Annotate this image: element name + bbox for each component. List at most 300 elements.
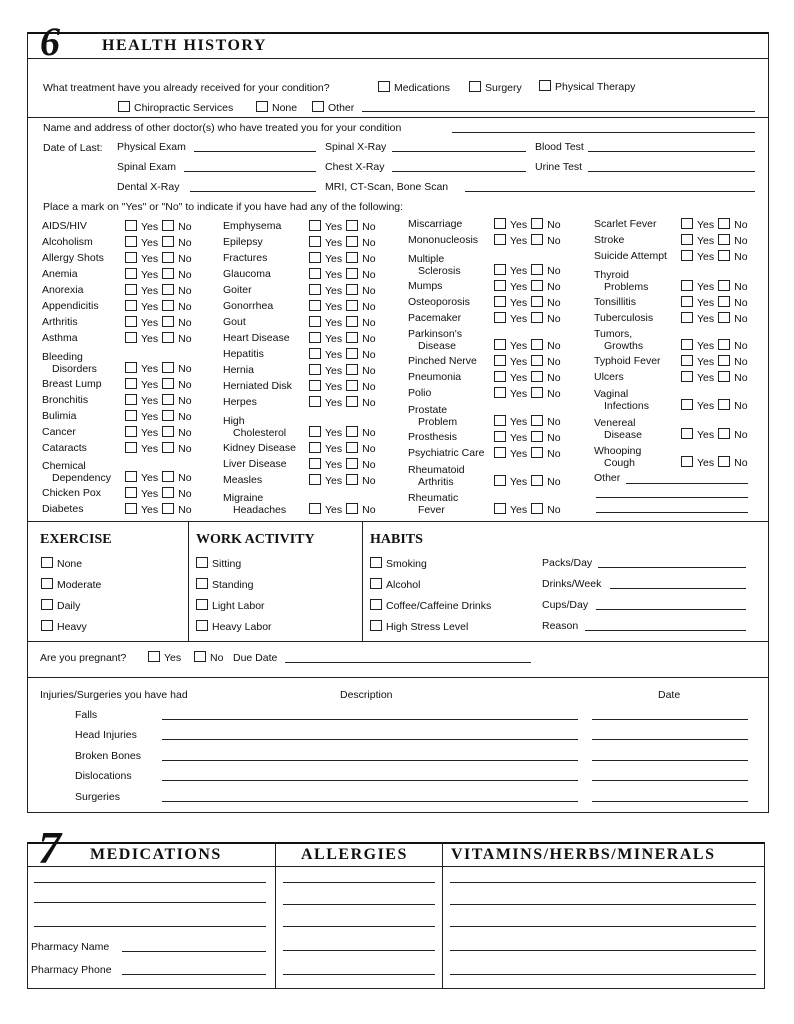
no-checkbox[interactable] — [162, 362, 174, 373]
work-light-labor[interactable] — [196, 599, 265, 612]
no-checkbox[interactable] — [346, 426, 358, 437]
yes-checkbox[interactable] — [309, 458, 321, 469]
no-checkbox[interactable] — [531, 355, 543, 366]
yes-label: Yes — [325, 301, 343, 313]
checkbox[interactable] — [118, 101, 130, 112]
yes-checkbox[interactable] — [494, 280, 506, 291]
yes-checkbox[interactable] — [125, 442, 137, 453]
yes-checkbox[interactable] — [309, 503, 321, 514]
no-label: No — [178, 285, 192, 297]
yes-label: Yes — [325, 475, 343, 487]
yes-checkbox[interactable] — [309, 426, 321, 437]
yes-checkbox[interactable] — [681, 339, 693, 350]
option-label: Coffee/Caffeine Drinks — [386, 600, 492, 612]
checkbox[interactable] — [370, 557, 382, 568]
yes-checkbox[interactable] — [309, 348, 321, 359]
no-checkbox[interactable] — [346, 442, 358, 453]
yes-checkbox[interactable] — [309, 252, 321, 263]
yes-label: Yes — [325, 397, 343, 409]
exercise-none[interactable] — [41, 557, 82, 570]
exercise-moderate[interactable] — [41, 578, 101, 591]
no-label: No — [734, 251, 748, 263]
injury-date-field[interactable] — [592, 760, 748, 761]
yes-no-pair — [494, 218, 561, 231]
no-checkbox[interactable] — [346, 380, 358, 391]
condition-label: Emphysema — [223, 220, 282, 232]
spinal-exam-field[interactable] — [184, 171, 316, 172]
yes-checkbox[interactable] — [309, 316, 321, 327]
allergies-title: ALLERGIES — [301, 846, 408, 863]
yes-label: Yes — [141, 269, 159, 281]
no-checkbox[interactable] — [718, 234, 730, 245]
no-checkbox[interactable] — [718, 250, 730, 261]
no-checkbox[interactable] — [531, 234, 543, 245]
yes-checkbox[interactable] — [125, 316, 137, 327]
no-checkbox[interactable] — [346, 474, 358, 485]
no-checkbox[interactable] — [718, 312, 730, 323]
yes-checkbox[interactable] — [494, 447, 506, 458]
yes-label: Yes — [697, 429, 715, 441]
no-label: No — [734, 313, 748, 325]
checkbox[interactable] — [196, 557, 208, 568]
yes-label: Yes — [325, 349, 343, 361]
condition-label: Stroke — [594, 234, 625, 246]
no-label: No — [362, 333, 376, 345]
yes-checkbox[interactable] — [494, 503, 506, 514]
injury-description-field[interactable] — [162, 801, 578, 802]
exercise-daily[interactable] — [41, 599, 80, 612]
cups-day-label: Cups/Day — [542, 599, 589, 611]
physical-exam-field[interactable] — [194, 151, 316, 152]
no-checkbox[interactable] — [531, 503, 543, 514]
no-checkbox[interactable] — [346, 300, 358, 311]
checkbox[interactable] — [196, 599, 208, 610]
yes-label: Yes — [510, 432, 528, 444]
no-checkbox[interactable] — [162, 268, 174, 279]
condition-label: Breast Lump — [42, 378, 102, 390]
yes-checkbox[interactable] — [494, 234, 506, 245]
yes-label: Yes — [510, 235, 528, 247]
no-checkbox[interactable] — [162, 471, 174, 482]
habit-alcohol[interactable] — [370, 578, 420, 591]
no-label: No — [362, 459, 376, 471]
habit-stress[interactable] — [370, 620, 468, 633]
yes-checkbox[interactable] — [309, 332, 321, 343]
injury-description-field[interactable] — [162, 780, 578, 781]
yes-label: Yes — [697, 372, 715, 384]
no-checkbox[interactable] — [531, 431, 543, 442]
yes-no-pair — [125, 332, 192, 345]
condition-label: Gonorrhea — [223, 300, 274, 312]
no-checkbox[interactable] — [718, 339, 730, 350]
yes-no-pair — [494, 431, 561, 444]
yes-checkbox[interactable] — [681, 399, 693, 410]
medication-field[interactable] — [34, 926, 266, 927]
checkbox[interactable] — [256, 101, 268, 112]
no-checkbox[interactable] — [162, 220, 174, 231]
no-label: No — [547, 297, 561, 309]
option-label: Light Labor — [212, 600, 265, 612]
treatment-surgery[interactable] — [469, 81, 522, 94]
yes-checkbox[interactable] — [125, 268, 137, 279]
allergy-field[interactable] — [283, 974, 435, 975]
yes-label: Yes — [141, 221, 159, 233]
no-checkbox[interactable] — [346, 220, 358, 231]
no-checkbox[interactable] — [162, 442, 174, 453]
treatment-physical-therapy[interactable] — [539, 80, 635, 93]
yes-checkbox[interactable] — [494, 355, 506, 366]
yes-checkbox[interactable] — [309, 300, 321, 311]
no-checkbox[interactable] — [718, 456, 730, 467]
no-checkbox[interactable] — [531, 475, 543, 486]
no-checkbox[interactable] — [162, 503, 174, 514]
no-checkbox[interactable] — [531, 312, 543, 323]
no-checkbox[interactable] — [162, 252, 174, 263]
yes-no-pair — [309, 220, 376, 233]
yes-checkbox[interactable] — [309, 380, 321, 391]
yes-checkbox[interactable] — [494, 387, 506, 398]
yes-checkbox[interactable] — [309, 442, 321, 453]
yes-checkbox[interactable] — [681, 428, 693, 439]
no-label: No — [547, 235, 561, 247]
injury-date-field[interactable] — [592, 780, 748, 781]
yes-checkbox[interactable] — [681, 234, 693, 245]
yes-checkbox[interactable] — [494, 339, 506, 350]
drinks-week-field[interactable] — [610, 588, 746, 589]
yes-checkbox[interactable] — [309, 236, 321, 247]
yes-checkbox[interactable] — [681, 250, 693, 261]
no-checkbox[interactable] — [718, 428, 730, 439]
checkbox[interactable] — [41, 578, 53, 589]
medication-field[interactable] — [34, 882, 266, 883]
yes-checkbox[interactable] — [125, 487, 137, 498]
no-checkbox[interactable] — [531, 264, 543, 275]
no-checkbox[interactable] — [531, 280, 543, 291]
condition-label: Arthritis — [42, 316, 78, 328]
no-checkbox[interactable] — [718, 280, 730, 291]
no-checkbox[interactable] — [346, 252, 358, 263]
no-label: No — [547, 356, 561, 368]
no-checkbox[interactable] — [531, 296, 543, 307]
chest-xray-field[interactable] — [392, 171, 526, 172]
checkbox[interactable] — [196, 578, 208, 589]
yes-checkbox[interactable] — [494, 218, 506, 229]
yes-checkbox[interactable] — [309, 220, 321, 231]
yes-checkbox[interactable] — [681, 296, 693, 307]
other-condition-field[interactable] — [596, 497, 748, 498]
yes-checkbox[interactable] — [125, 471, 137, 482]
checkbox[interactable] — [370, 599, 382, 610]
no-checkbox[interactable] — [346, 284, 358, 295]
yes-checkbox[interactable] — [125, 394, 137, 405]
no-label: No — [547, 340, 561, 352]
injury-description-field[interactable] — [162, 739, 578, 740]
yes-no-pair — [494, 312, 561, 325]
yes-no-pair — [494, 355, 561, 368]
no-checkbox[interactable] — [346, 332, 358, 343]
yes-checkbox[interactable] — [681, 371, 693, 382]
yes-no-pair — [681, 355, 748, 368]
checkbox[interactable] — [370, 620, 382, 631]
vitamin-field[interactable] — [450, 904, 756, 905]
packs-day-field[interactable] — [598, 567, 746, 568]
mri-field[interactable] — [465, 191, 755, 192]
yes-checkbox[interactable] — [494, 431, 506, 442]
checkbox[interactable] — [41, 557, 53, 568]
yes-checkbox[interactable] — [309, 396, 321, 407]
checkbox[interactable] — [378, 81, 390, 92]
other-treatment-field[interactable] — [362, 111, 755, 112]
pregnant-no[interactable] — [194, 651, 223, 664]
dental-xray-field[interactable] — [190, 191, 316, 192]
checkbox[interactable] — [194, 651, 206, 662]
spinal-xray-field[interactable] — [392, 151, 526, 152]
condition-label: Pneumonia — [408, 371, 462, 383]
no-checkbox[interactable] — [718, 218, 730, 229]
pharmacy-phone-field[interactable] — [122, 974, 266, 975]
yes-no-pair — [309, 396, 376, 409]
condition-label: AIDS/HIV — [42, 220, 87, 232]
no-label: No — [547, 219, 561, 231]
no-checkbox[interactable] — [718, 371, 730, 382]
yes-no-pair — [309, 474, 376, 487]
condition-label: Appendicitis — [42, 300, 99, 312]
yes-checkbox[interactable] — [309, 284, 321, 295]
no-label: No — [547, 372, 561, 384]
exam-label: Physical Exam — [117, 141, 186, 153]
yes-checkbox[interactable] — [125, 410, 137, 421]
medications-title: MEDICATIONS — [90, 846, 222, 863]
condition-label: Ulcers — [594, 371, 624, 383]
checkbox[interactable] — [41, 599, 53, 610]
yes-checkbox[interactable] — [309, 474, 321, 485]
no-checkbox[interactable] — [162, 410, 174, 421]
no-label: No — [362, 285, 376, 297]
no-label: No — [178, 443, 192, 455]
other-condition-field[interactable] — [626, 483, 748, 484]
option-label: Physical Therapy — [555, 81, 636, 93]
work-sitting[interactable] — [196, 557, 241, 570]
yes-checkbox[interactable] — [681, 312, 693, 323]
yes-label: Yes — [325, 365, 343, 377]
yes-checkbox[interactable] — [125, 252, 137, 263]
no-checkbox[interactable] — [162, 332, 174, 343]
yes-checkbox[interactable] — [309, 364, 321, 375]
no-checkbox[interactable] — [162, 394, 174, 405]
yes-checkbox[interactable] — [125, 362, 137, 373]
no-label: No — [178, 317, 192, 329]
yes-no-pair — [125, 487, 192, 500]
condition-label: Asthma — [42, 332, 78, 344]
yes-no-pair — [309, 503, 376, 516]
condition-label: Miscarriage — [408, 218, 463, 230]
condition-label: Pacemaker — [408, 312, 462, 324]
no-label: No — [362, 381, 376, 393]
yes-label: Yes — [141, 427, 159, 439]
no-checkbox[interactable] — [162, 236, 174, 247]
treatment-other[interactable] — [312, 101, 354, 114]
exam-label: Spinal X-Ray — [325, 141, 387, 153]
vitamin-field[interactable] — [450, 950, 756, 951]
no-checkbox[interactable] — [162, 487, 174, 498]
exam-label: Urine Test — [535, 161, 583, 173]
no-checkbox[interactable] — [346, 268, 358, 279]
no-checkbox[interactable] — [531, 371, 543, 382]
yes-checkbox[interactable] — [125, 220, 137, 231]
treatment-chiropractic[interactable] — [118, 101, 233, 114]
yes-checkbox[interactable] — [681, 355, 693, 366]
yes-checkbox[interactable] — [494, 312, 506, 323]
yes-checkbox[interactable] — [494, 264, 506, 275]
yes-no-pair — [681, 280, 748, 293]
no-label: No — [547, 313, 561, 325]
checkbox[interactable] — [196, 620, 208, 631]
condition-label: Rheumatoid Arthritis — [408, 464, 465, 488]
injury-description-field[interactable] — [162, 719, 578, 720]
yes-no-pair — [309, 442, 376, 455]
other-doctors-field[interactable] — [452, 132, 755, 133]
no-checkbox[interactable] — [346, 503, 358, 514]
yes-no-pair — [125, 316, 192, 329]
no-checkbox[interactable] — [718, 355, 730, 366]
yes-checkbox[interactable] — [681, 218, 693, 229]
checkbox[interactable] — [41, 620, 53, 631]
yes-checkbox[interactable] — [125, 378, 137, 389]
yes-checkbox[interactable] — [681, 456, 693, 467]
injury-date-field[interactable] — [592, 739, 748, 740]
packs-day-label: Packs/Day — [542, 557, 593, 569]
work-heavy-labor[interactable] — [196, 620, 272, 633]
injury-label: Broken Bones — [75, 750, 141, 762]
yes-no-pair — [125, 252, 192, 265]
condition-label: Cancer — [42, 426, 76, 438]
injury-label: Surgeries — [75, 791, 120, 803]
no-checkbox[interactable] — [531, 447, 543, 458]
yes-checkbox[interactable] — [125, 284, 137, 295]
no-checkbox[interactable] — [531, 339, 543, 350]
yes-label: Yes — [141, 285, 159, 297]
no-checkbox[interactable] — [531, 415, 543, 426]
no-checkbox[interactable] — [718, 296, 730, 307]
yes-checkbox[interactable] — [125, 236, 137, 247]
cups-day-field[interactable] — [596, 609, 746, 610]
yes-label: Yes — [510, 476, 528, 488]
yes-no-pair — [309, 236, 376, 249]
condition-label: Measles — [223, 474, 263, 486]
pregnant-question: Are you pregnant? — [40, 652, 127, 664]
no-checkbox[interactable] — [162, 316, 174, 327]
condition-label: Anorexia — [42, 284, 84, 296]
checkbox[interactable] — [370, 578, 382, 589]
yes-checkbox[interactable] — [125, 332, 137, 343]
medication-field[interactable] — [34, 902, 266, 903]
yes-checkbox[interactable] — [494, 371, 506, 382]
allergy-field[interactable] — [283, 926, 435, 927]
yes-checkbox[interactable] — [125, 300, 137, 311]
vitamin-field[interactable] — [450, 882, 756, 883]
no-checkbox[interactable] — [162, 284, 174, 295]
yes-checkbox[interactable] — [125, 426, 137, 437]
no-checkbox[interactable] — [531, 387, 543, 398]
yes-checkbox[interactable] — [125, 503, 137, 514]
no-checkbox[interactable] — [162, 426, 174, 437]
exercise-title: EXERCISE — [40, 532, 112, 547]
condition-label: Heart Disease — [223, 332, 290, 344]
yes-checkbox[interactable] — [309, 268, 321, 279]
vitamin-field[interactable] — [450, 974, 756, 975]
yes-label: Yes — [510, 448, 528, 460]
due-date-field[interactable] — [285, 662, 531, 663]
vitamin-field[interactable] — [450, 926, 756, 927]
treatment-medications[interactable] — [378, 81, 450, 94]
exercise-heavy[interactable] — [41, 620, 87, 633]
condition-label: High Cholesterol — [223, 415, 287, 439]
no-label: No — [734, 340, 748, 352]
no-checkbox[interactable] — [531, 218, 543, 229]
yes-checkbox[interactable] — [494, 475, 506, 486]
no-label: No — [362, 269, 376, 281]
yes-checkbox[interactable] — [494, 296, 506, 307]
no-checkbox[interactable] — [718, 399, 730, 410]
no-checkbox[interactable] — [162, 378, 174, 389]
treatment-none[interactable] — [256, 101, 297, 114]
condition-label: Thyroid Problems — [594, 269, 649, 293]
checkbox[interactable] — [469, 81, 481, 92]
reason-field[interactable] — [585, 630, 746, 631]
yes-checkbox[interactable] — [681, 280, 693, 291]
no-checkbox[interactable] — [346, 348, 358, 359]
injury-label: Dislocations — [75, 770, 132, 782]
no-checkbox[interactable] — [346, 236, 358, 247]
yes-no-pair — [494, 371, 561, 384]
checkbox[interactable] — [148, 651, 160, 662]
habit-coffee[interactable] — [370, 599, 491, 612]
checkbox[interactable] — [539, 80, 551, 91]
yes-label: Yes — [141, 411, 159, 423]
allergy-field[interactable] — [283, 882, 435, 883]
no-label: No — [547, 476, 561, 488]
checkbox[interactable] — [312, 101, 324, 112]
condition-label: Tuberculosis — [594, 312, 654, 324]
pharmacy-name-field[interactable] — [122, 951, 266, 952]
injury-date-field[interactable] — [592, 801, 748, 802]
habit-smoking[interactable] — [370, 557, 427, 570]
no-label: No — [734, 457, 748, 469]
no-checkbox[interactable] — [346, 316, 358, 327]
allergy-field[interactable] — [283, 904, 435, 905]
no-label: No — [178, 472, 192, 484]
no-checkbox[interactable] — [346, 364, 358, 375]
pregnant-yes[interactable] — [148, 651, 181, 664]
condition-label: Hepatitis — [223, 348, 264, 360]
other-condition-field[interactable] — [596, 512, 748, 513]
yes-label: Yes — [697, 251, 715, 263]
date-label: Date — [658, 689, 681, 701]
work-standing[interactable] — [196, 578, 253, 591]
yes-checkbox[interactable] — [494, 415, 506, 426]
blood-test-field[interactable] — [588, 151, 755, 152]
injury-date-field[interactable] — [592, 719, 748, 720]
no-checkbox[interactable] — [346, 458, 358, 469]
allergy-field[interactable] — [283, 950, 435, 951]
no-checkbox[interactable] — [346, 396, 358, 407]
no-checkbox[interactable] — [162, 300, 174, 311]
yes-label: Yes — [141, 488, 159, 500]
urine-test-field[interactable] — [588, 171, 755, 172]
no-label: No — [547, 432, 561, 444]
yes-no-pair — [494, 503, 561, 516]
injury-description-field[interactable] — [162, 760, 578, 761]
